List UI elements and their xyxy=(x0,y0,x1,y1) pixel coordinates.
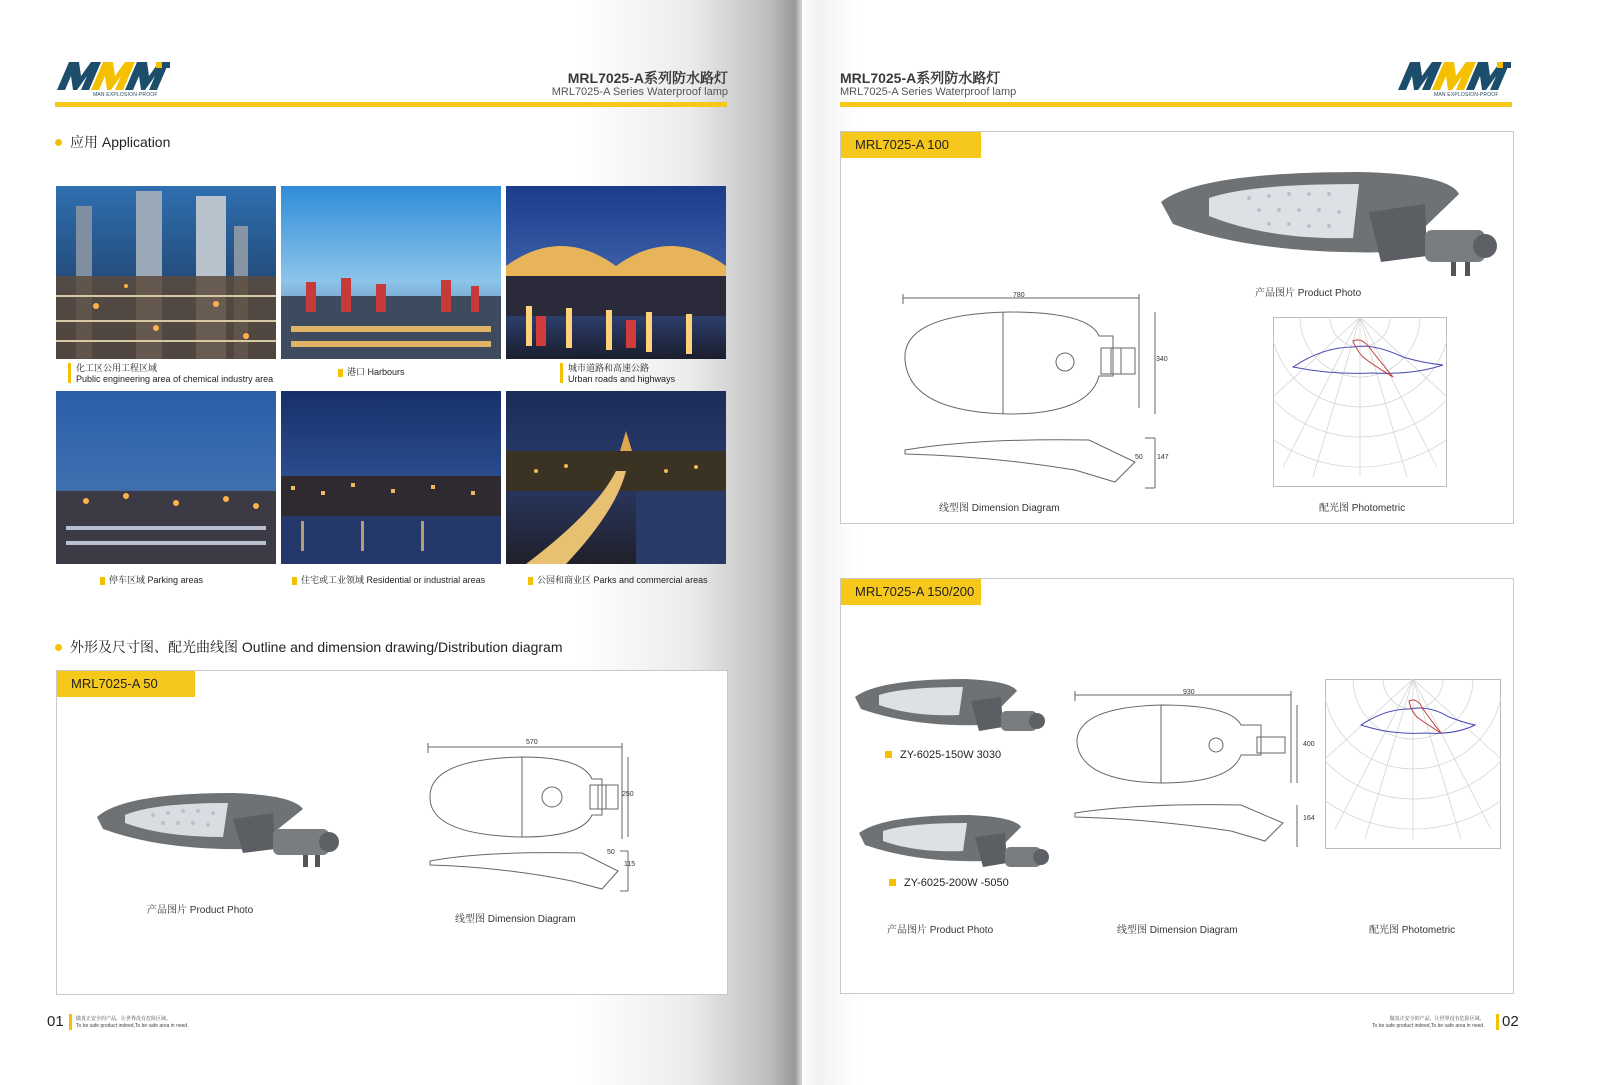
product-photo-lamp-200w xyxy=(857,811,1053,881)
panel-model-100 xyxy=(840,131,1514,524)
footer-slogan-left: 做真正安全的产品，让世界没有危险区域。 To be safe product indeed,To be safe area in need. xyxy=(76,1016,189,1029)
dim-width: 340 xyxy=(1156,356,1168,363)
panel-model-50 xyxy=(56,670,728,995)
model-label-200w: ZY-6025-200W -5050 xyxy=(889,877,1009,889)
product-photo-lamp-150w xyxy=(853,675,1049,745)
product-photo-label: 产品图片 Product Photo xyxy=(1255,288,1362,299)
photo-residential xyxy=(281,391,501,564)
caption-roads: 城市道路和高速公路 Urban roads and highways xyxy=(568,363,675,385)
company-logo xyxy=(55,58,175,102)
dim-width: 250 xyxy=(622,791,634,798)
logo-mark-icon xyxy=(1396,58,1516,92)
dim-height-2: 115 xyxy=(624,861,636,868)
model-tag: MRL7025-A 100 xyxy=(841,132,981,158)
footer-slogan-right: 做真正安全的产品，让世界没有危险区域。 To be safe product indeed,To be safe area in need. xyxy=(1372,1016,1485,1029)
panel-model-150-200 xyxy=(840,578,1514,994)
caption-parks: 公园和商业区 Parks and commercial areas xyxy=(528,575,708,586)
product-photo-lamp xyxy=(93,789,341,875)
bullet-icon xyxy=(55,139,62,146)
dim-height-1: 50 xyxy=(1135,454,1143,461)
dim-height-2: 147 xyxy=(1157,454,1169,461)
photometric-diagram xyxy=(1325,679,1501,849)
footer-bar xyxy=(1496,1014,1499,1030)
dimension-label: 线型图 Dimension Diagram xyxy=(939,503,1060,514)
header-rule xyxy=(840,102,1512,107)
dim-height-1: 164 xyxy=(1303,815,1315,822)
logo-mark-icon xyxy=(55,58,175,92)
outline-heading: 外形及尺寸图、配光曲线图 Outline and dimension drawing/Distribution diagram xyxy=(55,637,563,657)
dimension-drawing xyxy=(899,292,1169,492)
product-photo-label: 产品图片 Product Photo xyxy=(887,925,994,936)
photo-harbour xyxy=(281,186,501,359)
logo-subtext: MAN EXPLOSION-PROOF xyxy=(1434,92,1499,98)
dim-length: 930 xyxy=(1183,689,1195,696)
dim-height-1: 50 xyxy=(607,849,615,856)
dim-length: 780 xyxy=(1013,292,1025,299)
document-subtitle: MRL7025-A Series Waterproof lamp xyxy=(840,86,1017,98)
page-number-left: 01 xyxy=(47,1013,64,1030)
caption-harbours: 港口 Harbours xyxy=(338,367,405,378)
dim-length: 570 xyxy=(526,739,538,746)
company-logo xyxy=(1396,58,1516,102)
document-subtitle: MRL7025-A Series Waterproof lamp xyxy=(551,86,728,98)
logo-subtext: MAN EXPLOSION-PROOF xyxy=(93,92,158,98)
footer-bar xyxy=(69,1014,72,1030)
dim-width: 400 xyxy=(1303,741,1315,748)
bullet-icon xyxy=(55,644,62,651)
caption-chemical-area: 化工区公用工程区域 Public engineering area of chemical industry area xyxy=(76,363,273,385)
page-number-right: 02 xyxy=(1502,1013,1519,1030)
model-label-150w: ZY-6025-150W 3030 xyxy=(885,749,1001,761)
application-heading: 应用 Application xyxy=(55,132,170,152)
right-page xyxy=(802,0,1600,1085)
product-photo-lamp xyxy=(1159,168,1499,288)
model-tag: MRL7025-A 150/200 xyxy=(841,579,981,605)
document-title: MRL7025-A系列防水路灯 xyxy=(840,70,1001,86)
dimension-label: 线型图 Dimension Diagram xyxy=(1117,925,1238,936)
caption-residential: 住宅或工业领域 Residential or industrial areas xyxy=(292,575,485,586)
photo-bridge xyxy=(506,186,726,359)
document-title: MRL7025-A系列防水路灯 xyxy=(567,70,728,86)
model-tag: MRL7025-A 50 xyxy=(57,671,195,697)
photo-parking xyxy=(56,391,276,564)
photo-chemical-plant xyxy=(56,186,276,359)
header-rule xyxy=(55,102,727,107)
photometric-diagram xyxy=(1273,317,1447,487)
dimension-drawing xyxy=(1071,691,1311,851)
dimension-drawing xyxy=(422,739,637,899)
caption-parking: 停车区域 Parking areas xyxy=(100,575,203,586)
product-photo-label: 产品图片 Product Photo xyxy=(147,905,254,916)
photometric-label: 配光图 Photometric xyxy=(1369,925,1456,936)
photo-park-commercial xyxy=(506,391,726,564)
photometric-label: 配光图 Photometric xyxy=(1319,503,1406,514)
dimension-label: 线型图 Dimension Diagram xyxy=(455,914,576,925)
